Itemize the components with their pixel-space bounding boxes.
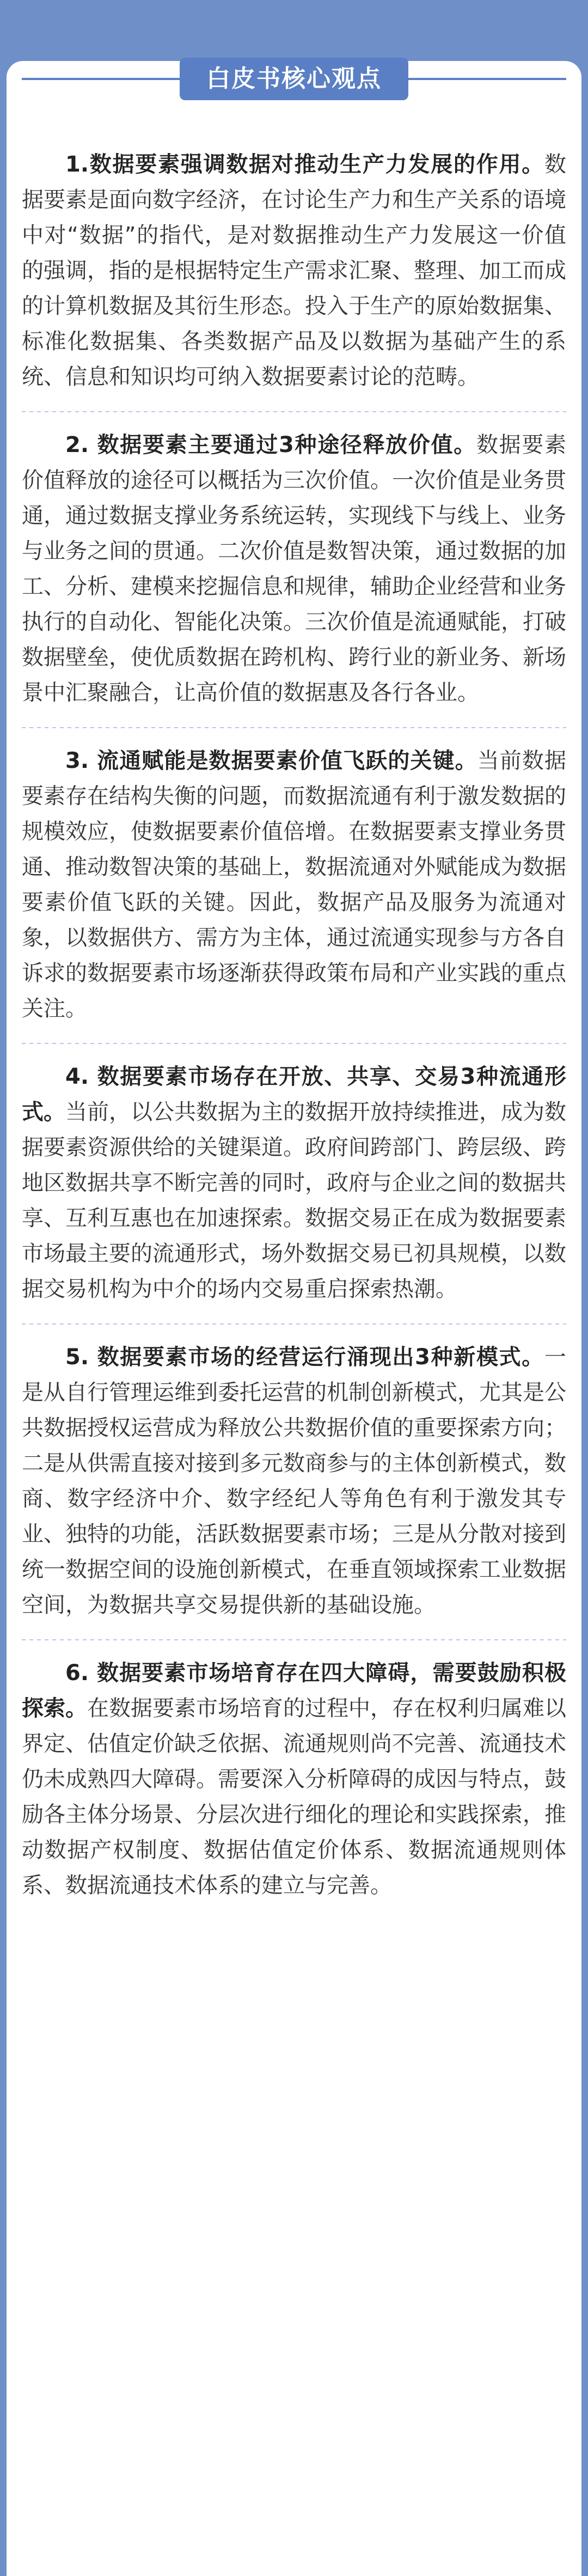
content: [22, 147, 566, 1903]
section-3-lead: 3. 流通赋能是数据要素价值飞跃的关键。: [65, 748, 477, 773]
section-1: [22, 147, 566, 395]
section-3-body: 当前数据要素存在结构失衡的问题，而数据流通有利于激发数据的规模效应，使数据要素价值倍增。在数据要素支撑业务贯通、推动数智决策的基础上，数据流通对外赋能成为数据要素价值飞跃的关键。因此，数据产品及服务为流通对象，以数据供方、需方为主体，通过流通实现参与方各自诉求的数据要素市场逐渐获得政策布局和产业实践的重点关注。: [22, 748, 567, 1021]
section-2: [22, 428, 566, 711]
section-2-lead: 2. 数据要素主要通过3种途径释放价值。: [65, 432, 476, 457]
divider: [22, 411, 566, 412]
section-5: [22, 1340, 566, 1623]
header: [0, 0, 588, 125]
divider: [22, 1043, 566, 1044]
divider: [22, 1323, 566, 1324]
section-4-lead: 4. 数据要素市场存在开放、共享、交易3种流通形式。: [22, 1064, 566, 1125]
section-3: [22, 743, 566, 1027]
section-2-body: 数据要素价值释放的途径可以概括为三次价值。一次价值是业务贯通，通过数据支撑业务系统运转，实现线下与线上、业务与业务之间的贯通。二次价值是数智决策，通过数据的加工、分析、建模来挖掘信息和规律，辅助企业经营和业务执行的自动化、智能化决策。三次价值是流通赋能，打破数据壁垒，使优质数据在跨机构、跨行业的新业务、新场景中汇聚融合，让高价值的数据惠及各行各业。: [22, 432, 566, 705]
section-1-body: 数据要素是面向数字经济，在讨论生产力和生产关系的语境中对“数据”的指代，是对数据推动生产力发展这一价值的强调，指的是根据特定生产需求汇聚、整理、加工而成的计算机数据及其衍生形态。投入于生产的原始数据集、标准化数据集、各类数据产品及以数据为基础产生的系统、信息和知识均可纳入数据要素讨论的范畴。: [22, 152, 566, 389]
section-5-body: 一是从自行管理运维到委托运营的机制创新模式，尤其是公共数据授权运营成为释放公共数据价值的重要探索方向；二是从供需直接对接到多元数商参与的主体创新模式，数商、数字经济中介、数字经纪人等角色有利于激发其专业、独特的功能，活跃数据要素市场；三是从分散对接到统一数据空间的设施创新模式，在垂直领域探索工业数据空间，为数据共享交易提供新的基础设施。: [22, 1345, 566, 1617]
section-1-lead: 1.数据要素强调数据对推动生产力发展的作用。: [65, 152, 544, 177]
header-line-left: [22, 78, 180, 80]
section-6-body: 在数据要素市场培育的过程中，存在权利归属难以界定、估值定价缺乏依据、流通规则尚不完善、流通技术仍未成熟四大障碍。需要深入分析障碍的成因与特点，鼓励各主体分场景、分层次进行细化的理论和实践探索，推动数据产权制度、数据估值定价体系、数据流通规则体系、数据流通技术体系的建立与完善。: [22, 1696, 566, 1898]
divider: [22, 1639, 566, 1640]
divider: [22, 727, 566, 728]
section-6: [22, 1656, 566, 1903]
section-5-lead: 5. 数据要素市场的经营运行涌现出3种新模式。: [65, 1345, 544, 1370]
header-title: 白皮书核心观点: [180, 58, 408, 100]
section-6-lead: 6. 数据要素市场培育存在四大障碍，需要鼓励积极探索。: [22, 1661, 566, 1721]
section-4-body: 当前，以公共数据为主的数据开放持续推进，成为数据要素资源供给的关键渠道。政府间跨部门、跨层级、跨地区数据共享不断完善的同时，政府与企业之间的数据共享、互利互惠也在加速探索。数据交易正在成为数据要素市场最主要的流通形式，场外数据交易已初具规模，以数据交易机构为中介的场内交易重启探索热潮。: [22, 1100, 566, 1302]
header-line-right: [408, 78, 566, 80]
section-4: [22, 1059, 566, 1307]
